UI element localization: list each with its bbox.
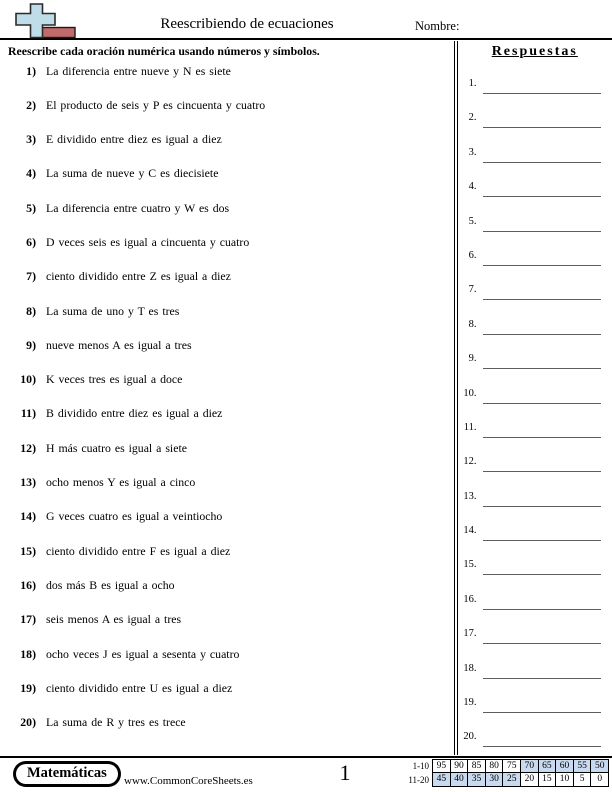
question-number: 1) <box>26 63 36 78</box>
answer-number: 8. <box>468 318 477 330</box>
score-cell: 55 <box>573 759 592 773</box>
score-row <box>397 759 609 773</box>
question-number: 2) <box>26 97 36 112</box>
page-number: 1 <box>339 759 351 785</box>
answer-row <box>458 277 612 311</box>
question-number: 5) <box>26 200 36 215</box>
answer-blank-line[interactable] <box>483 368 602 369</box>
answer-number: 9. <box>468 353 477 365</box>
question-number: 6) <box>26 234 36 249</box>
question-number: 4) <box>26 166 36 181</box>
score-range-label: 11-20 <box>408 774 430 785</box>
answer-number: 6. <box>468 249 477 261</box>
question-row <box>0 98 454 132</box>
answer-number: 5. <box>468 215 477 227</box>
question-text: G veces cuatro es igual a veintiocho <box>46 509 223 524</box>
header <box>0 0 612 40</box>
score-cell: 25 <box>502 772 521 786</box>
question-text: K veces tres es igual a doce <box>46 372 183 387</box>
answer-blank-line[interactable] <box>483 506 602 507</box>
question-row <box>0 715 454 749</box>
question-number: 10) <box>20 372 36 387</box>
answer-number: 13. <box>463 490 477 502</box>
answer-number: 3. <box>468 146 477 158</box>
subject-badge-label: Matemáticas <box>16 764 118 784</box>
answer-number: 18. <box>463 662 477 674</box>
name-label: Nombre: <box>415 19 460 33</box>
question-text: ciento dividido entre U es igual a diez <box>46 680 233 695</box>
answer-blank-line[interactable] <box>483 127 602 128</box>
answer-blank-line[interactable] <box>483 162 602 163</box>
score-cell: 80 <box>485 759 504 773</box>
question-text: dos más B es igual a ocho <box>46 577 175 592</box>
answer-row <box>458 656 612 690</box>
score-cell: 0 <box>590 772 609 786</box>
answer-blank-line[interactable] <box>483 643 602 644</box>
question-row <box>0 406 454 440</box>
score-cell: 90 <box>450 759 469 773</box>
answer-blank-line[interactable] <box>483 437 602 438</box>
answer-blank-line[interactable] <box>483 471 602 472</box>
score-cell: 45 <box>432 772 451 786</box>
question-number: 7) <box>26 269 36 284</box>
question-row <box>0 235 454 269</box>
question-number: 13) <box>20 475 36 490</box>
worksheet-title: Reescribiendo de ecuaciones <box>160 16 334 32</box>
score-cell: 15 <box>538 772 557 786</box>
question-text: E dividido entre diez es igual a diez <box>46 132 222 147</box>
question-text: La suma de nueve y C es diecisiete <box>46 166 219 181</box>
answer-blank-line[interactable] <box>483 334 602 335</box>
question-number: 17) <box>20 612 36 627</box>
answer-number: 12. <box>463 456 477 468</box>
question-row <box>0 647 454 681</box>
answer-number: 1. <box>468 78 477 89</box>
answer-number: 7. <box>468 284 477 296</box>
question-row <box>0 201 454 235</box>
answer-row <box>458 381 612 415</box>
score-cell: 20 <box>520 772 539 786</box>
answer-blank-line[interactable] <box>483 609 602 610</box>
question-row <box>0 269 454 303</box>
question-number: 9) <box>26 337 36 352</box>
answer-number: 14. <box>463 525 477 537</box>
question-row <box>0 64 454 98</box>
question-row <box>0 509 454 543</box>
question-number: 12) <box>20 440 36 455</box>
question-number: 11) <box>20 406 36 421</box>
answer-row <box>458 415 612 449</box>
answer-number: 17. <box>463 628 477 640</box>
answers-title: Respuestas <box>491 43 578 59</box>
answer-number: 2. <box>468 112 477 124</box>
question-text: seis menos A es igual a tres <box>46 612 182 627</box>
question-number: 14) <box>20 509 36 524</box>
question-number: 3) <box>26 132 36 147</box>
question-text: El producto de seis y P es cincuenta y cuatro <box>46 97 266 112</box>
question-row <box>0 612 454 646</box>
answer-list <box>458 71 612 759</box>
question-number: 16) <box>20 577 36 592</box>
answer-row <box>458 518 612 552</box>
answer-blank-line[interactable] <box>483 231 602 232</box>
question-text: La diferencia entre nueve y N es siete <box>46 63 231 78</box>
answer-row <box>458 690 612 724</box>
answer-number: 11. <box>463 421 477 433</box>
question-text: H más cuatro es igual a siete <box>46 440 187 455</box>
answer-number: 20. <box>463 731 477 743</box>
question-text: La diferencia entre cuatro y W es dos <box>46 200 230 215</box>
score-cell: 5 <box>573 772 592 786</box>
answer-row <box>458 209 612 243</box>
score-range-label: 1-10 <box>412 761 430 772</box>
subject-badge <box>13 761 121 787</box>
question-text: ocho menos Y es igual a cinco <box>46 475 196 490</box>
answer-number: 15. <box>463 559 477 571</box>
score-cell: 75 <box>502 759 521 773</box>
score-table <box>397 759 609 787</box>
answer-row <box>458 312 612 346</box>
score-cell: 35 <box>467 772 486 786</box>
questions-column <box>0 41 454 756</box>
answer-row <box>458 552 612 586</box>
website-text: www.CommonCoreSheets.es <box>124 774 253 787</box>
question-text: ciento dividido entre F es igual a diez <box>46 543 231 558</box>
answer-blank-line[interactable] <box>483 540 602 541</box>
question-row <box>0 132 454 166</box>
question-row <box>0 372 454 406</box>
question-number: 20) <box>20 715 36 730</box>
score-cell: 50 <box>590 759 609 773</box>
question-number: 8) <box>26 303 36 318</box>
answer-row <box>458 724 612 758</box>
score-row <box>397 772 609 786</box>
question-row <box>0 166 454 200</box>
question-number: 15) <box>20 543 36 558</box>
answer-blank-line[interactable] <box>483 574 602 575</box>
question-row <box>0 681 454 715</box>
question-text: La suma de uno y T es tres <box>46 303 180 318</box>
answer-row <box>458 484 612 518</box>
main-area <box>0 41 612 756</box>
question-text: D veces seis es igual a cincuenta y cuatro <box>46 234 250 249</box>
question-text: nueve menos A es igual a tres <box>46 337 192 352</box>
question-row <box>0 578 454 612</box>
score-cell: 30 <box>485 772 504 786</box>
answer-blank-line[interactable] <box>483 746 602 747</box>
answer-row <box>458 174 612 208</box>
score-cell: 10 <box>555 772 574 786</box>
question-row <box>0 338 454 372</box>
question-text: B dividido entre diez es igual a diez <box>46 406 223 421</box>
question-text: ocho veces J es igual a sesenta y cuatro <box>46 646 240 661</box>
score-cell: 70 <box>520 759 539 773</box>
answer-number: 19. <box>463 697 477 709</box>
score-cell: 40 <box>450 772 469 786</box>
answer-row <box>458 587 612 621</box>
question-row <box>0 544 454 578</box>
question-list <box>0 64 454 750</box>
answers-column <box>458 41 612 756</box>
answer-blank-line[interactable] <box>483 265 602 266</box>
footer <box>0 756 612 792</box>
answer-number: 4. <box>468 181 477 193</box>
answer-number: 16. <box>463 593 477 605</box>
answer-row <box>458 243 612 277</box>
answer-row <box>458 71 612 105</box>
answer-blank-line[interactable] <box>483 403 602 404</box>
answer-row <box>458 449 612 483</box>
instruction-text: Reescribe cada oración numérica usando números y símbolos. <box>8 43 320 58</box>
answer-number: 10. <box>463 387 477 399</box>
answer-row <box>458 105 612 139</box>
score-cell: 60 <box>555 759 574 773</box>
answer-row <box>458 140 612 174</box>
question-row <box>0 475 454 509</box>
question-number: 19) <box>20 680 36 695</box>
answer-blank-line[interactable] <box>483 712 602 713</box>
score-cell: 65 <box>538 759 557 773</box>
answer-blank-line[interactable] <box>483 93 602 94</box>
question-text: ciento dividido entre Z es igual a diez <box>46 269 231 284</box>
question-row <box>0 441 454 475</box>
score-cell: 85 <box>467 759 486 773</box>
question-row <box>0 304 454 338</box>
answer-blank-line[interactable] <box>483 678 602 679</box>
question-text: La suma de R y tres es trece <box>46 715 186 730</box>
score-cell: 95 <box>432 759 451 773</box>
answer-row <box>458 346 612 380</box>
answer-row <box>458 621 612 655</box>
answer-blank-line[interactable] <box>483 299 602 300</box>
question-number: 18) <box>20 646 36 661</box>
answer-blank-line[interactable] <box>483 196 602 197</box>
